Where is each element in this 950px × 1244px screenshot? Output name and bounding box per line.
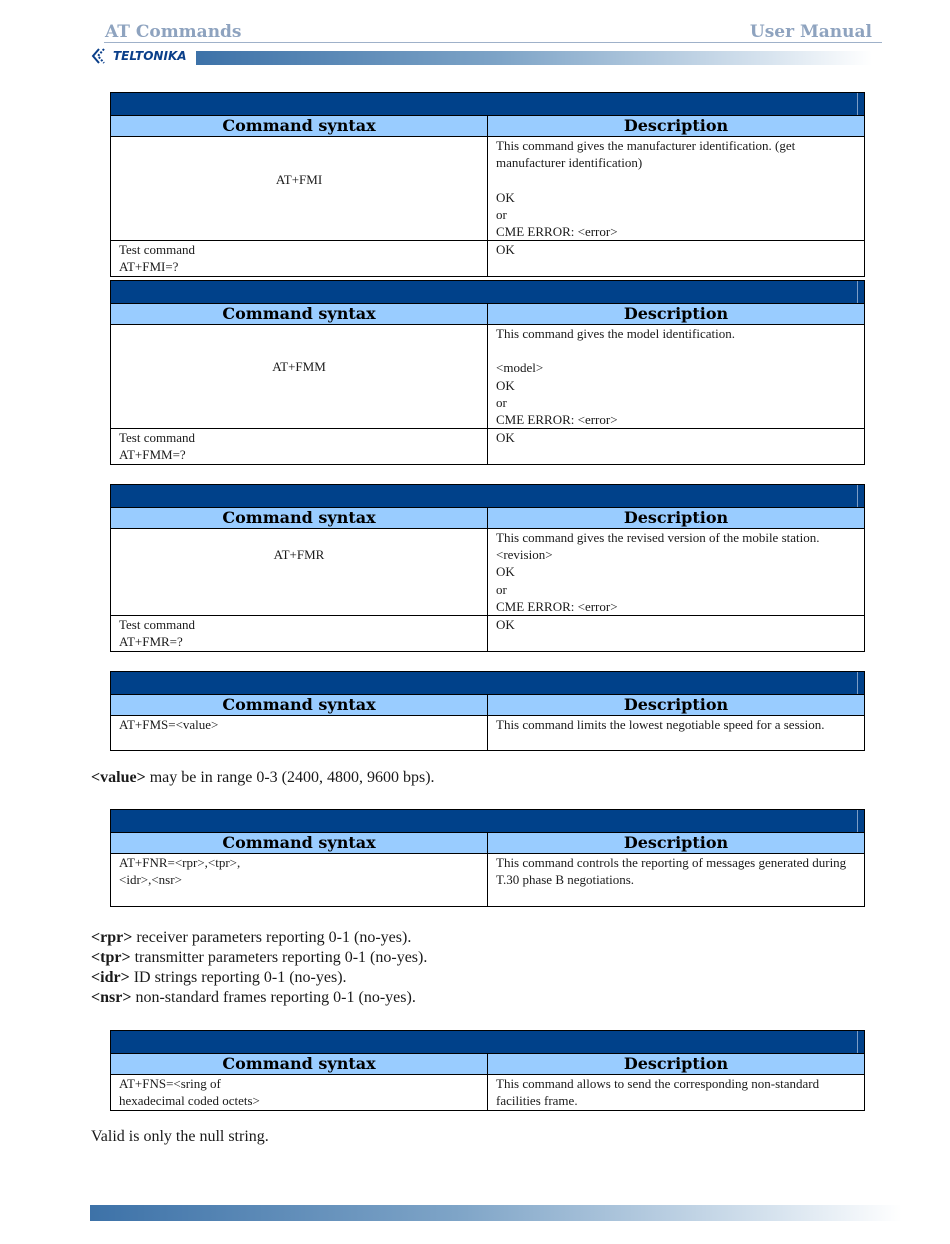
note-term: <value>: [91, 769, 146, 786]
table-row: [111, 529, 865, 616]
column-header-syntax: Command syntax: [111, 508, 488, 529]
description-cell: This command allows to send the corresponding non-standard facilities frame.: [496, 1076, 820, 1109]
table-row: [111, 241, 865, 277]
table-row: [111, 137, 865, 241]
description-cell: This command gives the manufacturer identification. (get manufacturer identification) OK or CME ERROR: <error>: [496, 138, 796, 240]
command-table-fmr: [110, 484, 865, 652]
syntax-cell: AT+FMM: [272, 359, 326, 375]
note-text: ID strings reporting 0-1 (no-yes).: [129, 969, 347, 986]
description-cell: This command controls the reporting of messages generated during T.30 phase B negotiations.: [496, 855, 847, 888]
table-row: [111, 1075, 865, 1111]
note-rpr: [91, 928, 411, 949]
note-term: <idr>: [91, 969, 130, 986]
column-header-description: Description: [488, 833, 865, 854]
header-subtitle: User Manual: [749, 22, 872, 42]
column-header-description: Description: [488, 116, 865, 137]
syntax-cell: AT+FMR: [273, 547, 325, 563]
table-row: [111, 429, 865, 465]
table-title-bar: [111, 93, 865, 116]
command-table-fmm: [110, 280, 865, 465]
table-row: [111, 854, 865, 907]
syntax-cell: AT+FNR=<rpr>,<tpr>, <idr>,<nsr>: [119, 855, 241, 888]
syntax-cell: Test command AT+FMI=?: [119, 242, 195, 275]
description-cell: OK: [496, 242, 515, 258]
note-idr: [91, 968, 347, 989]
teltonika-logo: [90, 47, 187, 65]
column-header-syntax: Command syntax: [111, 116, 488, 137]
syntax-cell: AT+FMI: [275, 172, 323, 188]
syntax-cell: Test command AT+FMR=?: [119, 617, 195, 650]
table-title-bar: [111, 281, 865, 304]
note-text: receiver parameters reporting 0-1 (no-yes).: [132, 929, 412, 946]
note-nsr: [91, 988, 416, 1009]
column-header-syntax: Command syntax: [111, 304, 488, 325]
note-term: <tpr>: [91, 949, 131, 966]
note-value: [91, 768, 435, 789]
description-cell: This command gives the model identification. <model> OK or CME ERROR: <error>: [496, 326, 736, 428]
table-row: [111, 616, 865, 652]
command-table-fns: [110, 1030, 865, 1111]
note-term: <rpr>: [91, 929, 133, 946]
column-header-syntax: Command syntax: [111, 695, 488, 716]
syntax-cell: Test command AT+FMM=?: [119, 430, 195, 463]
table-row: [111, 325, 865, 429]
table-row: [111, 716, 865, 751]
note-term: <nsr>: [91, 989, 132, 1006]
logo-text: TELTONIKA: [113, 49, 187, 63]
syntax-cell: AT+FNS=<sring of hexadecimal coded octets>: [119, 1076, 260, 1109]
command-table-fms: [110, 671, 865, 751]
description-cell: This command gives the revised version of the mobile station. <revision> OK or CME ERROR: <error>: [496, 530, 820, 614]
description-cell: This command limits the lowest negotiable speed for a session.: [496, 717, 825, 732]
table-title-bar: [111, 672, 865, 695]
note-text: transmitter parameters reporting 0-1 (no-yes).: [130, 949, 428, 966]
column-header-description: Description: [488, 304, 865, 325]
description-cell: OK: [496, 617, 515, 633]
command-table-fmi: [110, 92, 865, 277]
header-divider: [104, 42, 882, 43]
command-table-fnr: [110, 809, 865, 907]
column-header-description: Description: [488, 508, 865, 529]
column-header-description: Description: [488, 695, 865, 716]
column-header-syntax: Command syntax: [111, 833, 488, 854]
note-text: non-standard frames reporting 0-1 (no-yes).: [131, 989, 416, 1006]
note-null-string: Valid is only the null string.: [91, 1128, 269, 1145]
column-header-description: Description: [488, 1054, 865, 1075]
description-cell: OK: [496, 430, 515, 446]
note-tpr: [91, 948, 427, 969]
table-title-bar: [111, 810, 865, 833]
column-header-syntax: Command syntax: [111, 1054, 488, 1075]
syntax-cell: AT+FMS=<value>: [119, 717, 219, 732]
teltonika-chevrons-icon: [90, 47, 112, 65]
header-title: AT Commands: [105, 22, 242, 42]
table-title-bar: [111, 485, 865, 508]
footer-gradient-bar: [90, 1205, 902, 1221]
table-title-bar: [111, 1031, 865, 1054]
note-text: may be in range 0-3 (2400, 4800, 9600 bps).: [145, 769, 435, 786]
header-gradient-bar: [196, 51, 872, 65]
